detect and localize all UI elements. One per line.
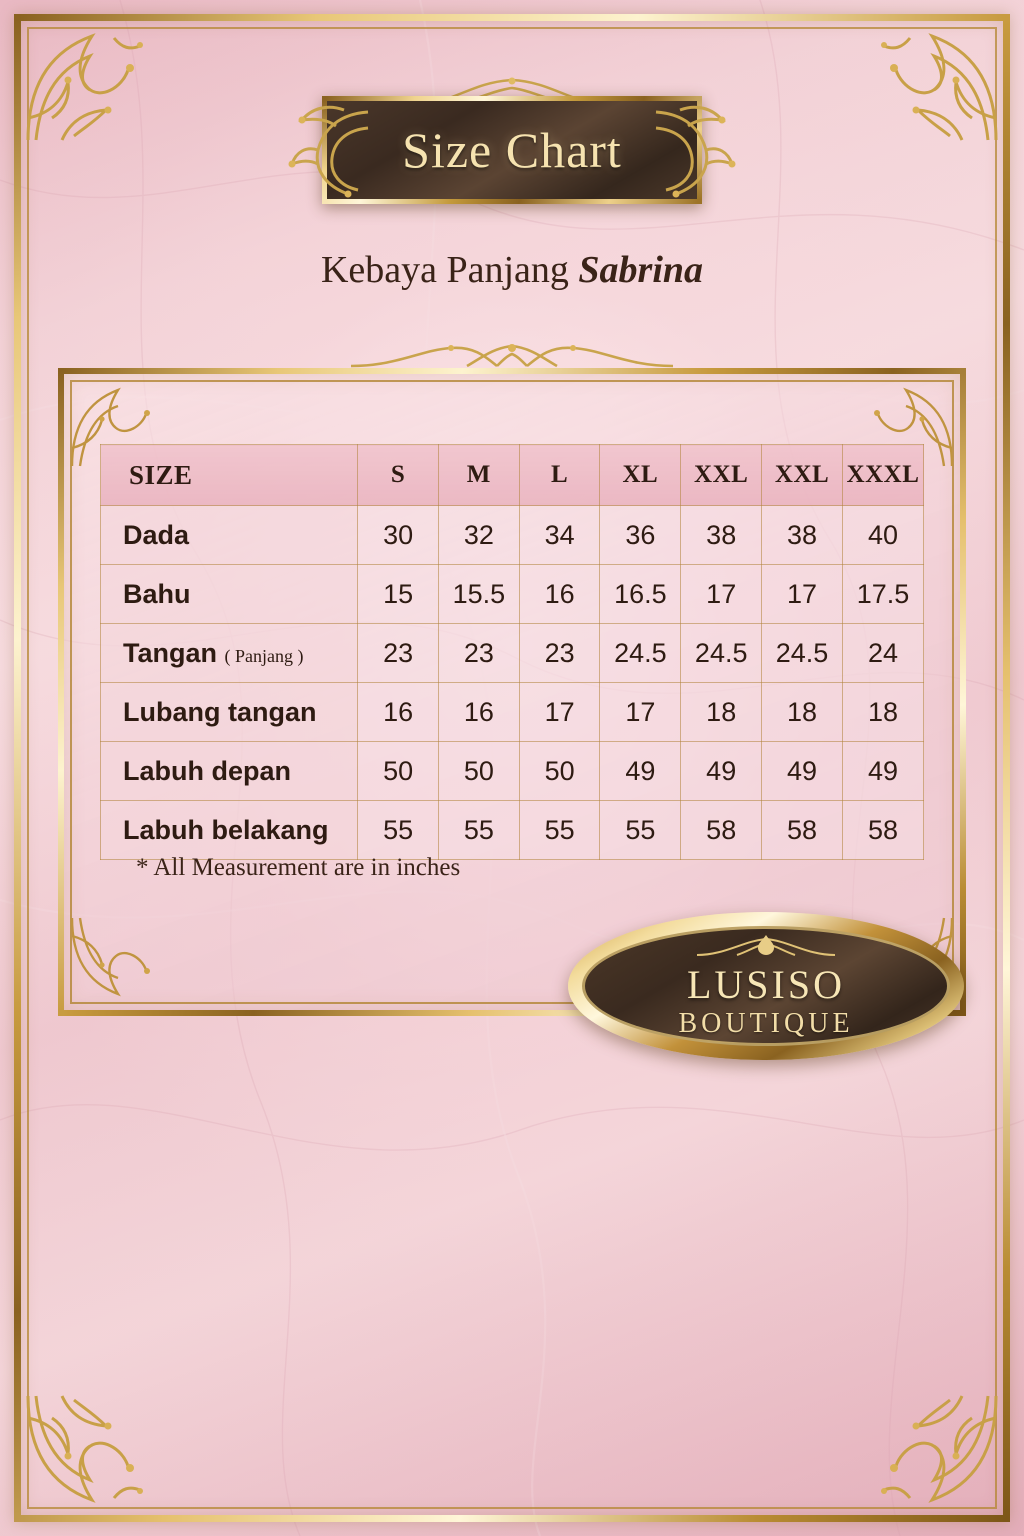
- cell: 24.5: [762, 624, 843, 683]
- cell: 16: [519, 565, 600, 624]
- page-title: Size Chart: [402, 122, 622, 178]
- row-label-text: Lubang tangan: [123, 696, 317, 727]
- cell: 23: [519, 624, 600, 683]
- cell: 24.5: [600, 624, 681, 683]
- row-label-bahu: [101, 565, 358, 624]
- table-row: [101, 801, 924, 860]
- cell: 17: [681, 565, 762, 624]
- cell: 17.5: [842, 565, 923, 624]
- table-header-row: [101, 445, 924, 506]
- cell: 38: [762, 506, 843, 565]
- cell: 30: [358, 506, 439, 565]
- table-row: [101, 565, 924, 624]
- row-label-text: Dada: [123, 519, 190, 550]
- logo-crest-icon: [691, 933, 841, 959]
- cell: 40: [842, 506, 923, 565]
- row-label-text: Tangan: [123, 637, 217, 668]
- cell: 49: [762, 742, 843, 801]
- cell: 23: [438, 624, 519, 683]
- cell: 50: [358, 742, 439, 801]
- column-header-xxxl: XXXL: [842, 445, 923, 506]
- cell: 49: [600, 742, 681, 801]
- product-name: [0, 248, 1024, 292]
- column-header-s: S: [358, 445, 439, 506]
- cell: 16: [358, 683, 439, 742]
- table-row: [101, 624, 924, 683]
- cell: 16.5: [600, 565, 681, 624]
- cell: 55: [519, 801, 600, 860]
- cell: 18: [762, 683, 843, 742]
- logo-name: LUSISO: [686, 961, 846, 1007]
- size-table: [100, 444, 924, 860]
- table-row: [101, 506, 924, 565]
- table-row: [101, 742, 924, 801]
- logo-inner-plate: [582, 926, 950, 1046]
- cell: 32: [438, 506, 519, 565]
- row-label-text: Labuh depan: [123, 755, 291, 786]
- cell: 55: [358, 801, 439, 860]
- brand-logo: [568, 912, 964, 1060]
- measurement-footnote: * All Measurement are in inches: [136, 854, 461, 881]
- cell: 17: [600, 683, 681, 742]
- title-plaque: [322, 96, 702, 204]
- column-header-xxl-2: XXL: [762, 445, 843, 506]
- cell: 58: [762, 801, 843, 860]
- row-label-labuh-depan: [101, 742, 358, 801]
- cell: 50: [438, 742, 519, 801]
- row-label-tangan: [101, 624, 358, 683]
- cell: 15.5: [438, 565, 519, 624]
- cell: 18: [681, 683, 762, 742]
- column-header-xxl: XXL: [681, 445, 762, 506]
- row-label-note: ( Panjang ): [224, 645, 304, 666]
- cell: 49: [842, 742, 923, 801]
- cell: 55: [600, 801, 681, 860]
- cell: 55: [438, 801, 519, 860]
- row-label-text: Labuh belakang: [123, 814, 329, 845]
- cell: 24: [842, 624, 923, 683]
- logo-subtitle: BOUTIQUE: [678, 1007, 854, 1039]
- cell: 17: [519, 683, 600, 742]
- cell: 34: [519, 506, 600, 565]
- column-header-m: M: [438, 445, 519, 506]
- cell: 38: [681, 506, 762, 565]
- row-label-text: Bahu: [123, 578, 191, 609]
- cell: 17: [762, 565, 843, 624]
- plaque-body: [322, 96, 702, 204]
- cell: 50: [519, 742, 600, 801]
- product-name-emphasis: Sabrina: [578, 249, 704, 291]
- cell: 15: [358, 565, 439, 624]
- table-row: [101, 683, 924, 742]
- cell: 23: [358, 624, 439, 683]
- cell: 49: [681, 742, 762, 801]
- cell: 36: [600, 506, 681, 565]
- column-header-l: L: [519, 445, 600, 506]
- column-header-size: SIZE: [101, 445, 358, 506]
- cell: 24.5: [681, 624, 762, 683]
- product-name-regular: Kebaya Panjang: [320, 249, 579, 291]
- cell: 16: [438, 683, 519, 742]
- row-label-lubang-tangan: [101, 683, 358, 742]
- row-label-labuh-belakang: [101, 801, 358, 860]
- column-header-xl: XL: [600, 445, 681, 506]
- cell: 18: [842, 683, 923, 742]
- cell: 58: [681, 801, 762, 860]
- cell: 58: [842, 801, 923, 860]
- row-label-dada: [101, 506, 358, 565]
